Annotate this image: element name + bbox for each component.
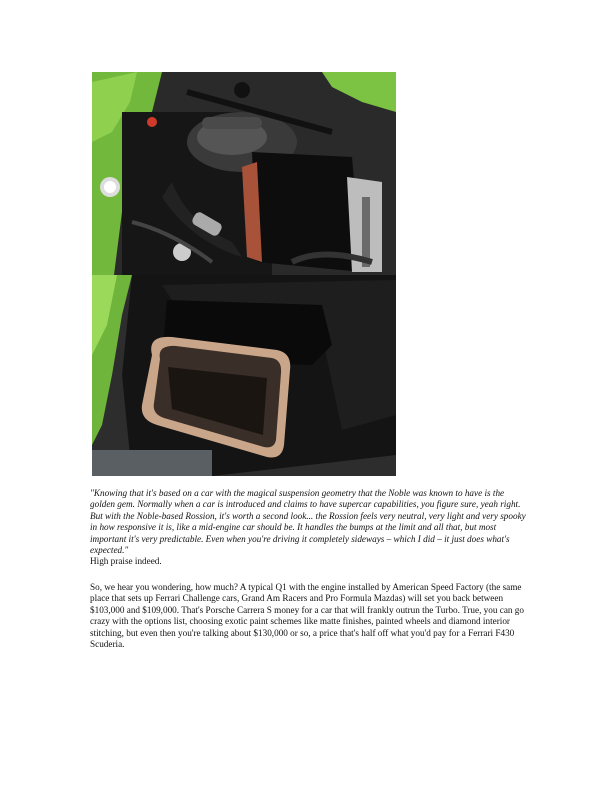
engine-bay-photo xyxy=(92,72,396,275)
exhaust-tip-photo xyxy=(92,275,396,476)
praise-line: High praise indeed. xyxy=(90,556,162,567)
pricing-paragraph-block xyxy=(90,582,530,650)
quote-block xyxy=(90,488,530,568)
article-quote: "Knowing that it's based on a car with the magical suspension geometry that the Noble was known to have is the golden gem. Normally when a car is introduced and claims to have supercar capabilities, you figure sure, yeah right. But with the Noble-based Rossion, it's worth a second look... the Rossion feels very neutral, very light and very spooky in how responsive it is, like a mid-engine car should be. It handles the bumps at the limit and all that, but most important it's very predictable. Even when you're driving it completely sideways – which I did – it just does what's expected." xyxy=(90,488,526,556)
pricing-paragraph: So, we hear you wondering, how much? A typical Q1 with the engine installed by American Speed Factory (the same place that sets up Ferrari Challenge cars, Grand Am Racers and Pro Formula Mazdas) will set you back between $103,000 and $109,000. That's Porsche Carrera S money for a car that will frankly outrun the Turbo. True, you can go crazy with the options list, choosing exotic paint schemes like matte finishes, painted wheels and diamond interior stitching, but even then you're talking about $130,000 or so, a price that's half off what you'd pay for a Ferrari F430 Scuderia. xyxy=(90,582,524,650)
